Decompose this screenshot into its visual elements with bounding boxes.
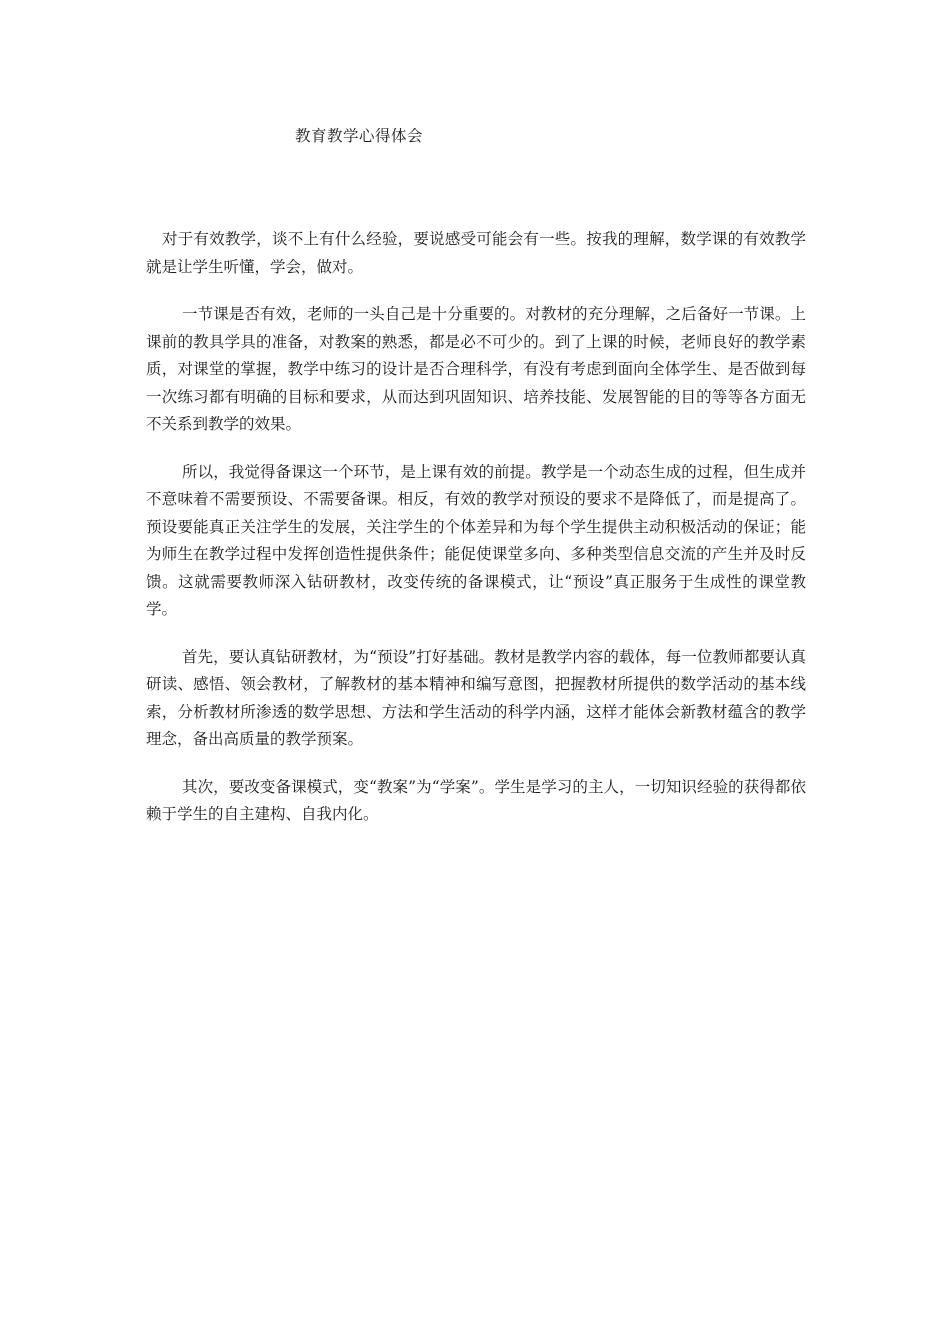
paragraph-lesson-effectiveness: 一节课是否有效，老师的一头自己是十分重要的。对教材的充分理解，之后备好一节课。上课前的教具学具的准备，对教案的熟悉，都是必不可少的。到了上课的时候，老师良好的教学素质，对课堂的掌握，教学中练习的设计是否合理科学，有没有考虑到面向全体学生、是否做到每一次练习都有明确的目标和要求，从而达到巩固知识、培养技能、发展智能的目的等等各方面无不关系到教学的效果。 [146, 305, 806, 433]
document-title: 教育教学心得体会 [295, 127, 424, 145]
document-body [146, 226, 806, 849]
paragraph-intro: 对于有效教学，谈不上有什么经验，要说感受可能会有一些。按我的理解，数学课的有效教学就是让学生听懂，学会，做对。 [146, 230, 806, 276]
paragraph-study-textbook: 首先，要认真钻研教材，为“预设”打好基础。教材是教学内容的载体，每一位教师都要认真研读、感悟、领会教材，了解教材的基本精神和编写意图，把握教材所提供的数学活动的基本线索，分析教材所渗透的数学思想、方法和学生活动的科学内涵，这样才能体会新教材蕴含的教学理念，备出高质量的教学预案。 [146, 647, 806, 748]
paragraph-change-preparation-mode: 其次，要改变备课模式，变“教案”为“学案”。学生是学习的主人，一切知识经验的获得都依赖于学生的自主建构、自我内化。 [146, 777, 806, 823]
paragraph-lesson-preparation: 所以，我觉得备课这一个环节，是上课有效的前提。教学是一个动态生成的过程，但生成并不意味着不需要预设、不需要备课。相反，有效的教学对预设的要求不是降低了，而是提高了。预设要能真正关注学生的发展，关注学生的个体差异和为每个学生提供主动积极活动的保证；能为师生在教学过程中发挥创造性提供条件；能促使课堂多向、多种类型信息交流的产生并及时反馈。这就需要教师深入钻研教材，改变传统的备课模式，让“预设”真正服务于生成性的课堂教学。 [146, 462, 806, 618]
